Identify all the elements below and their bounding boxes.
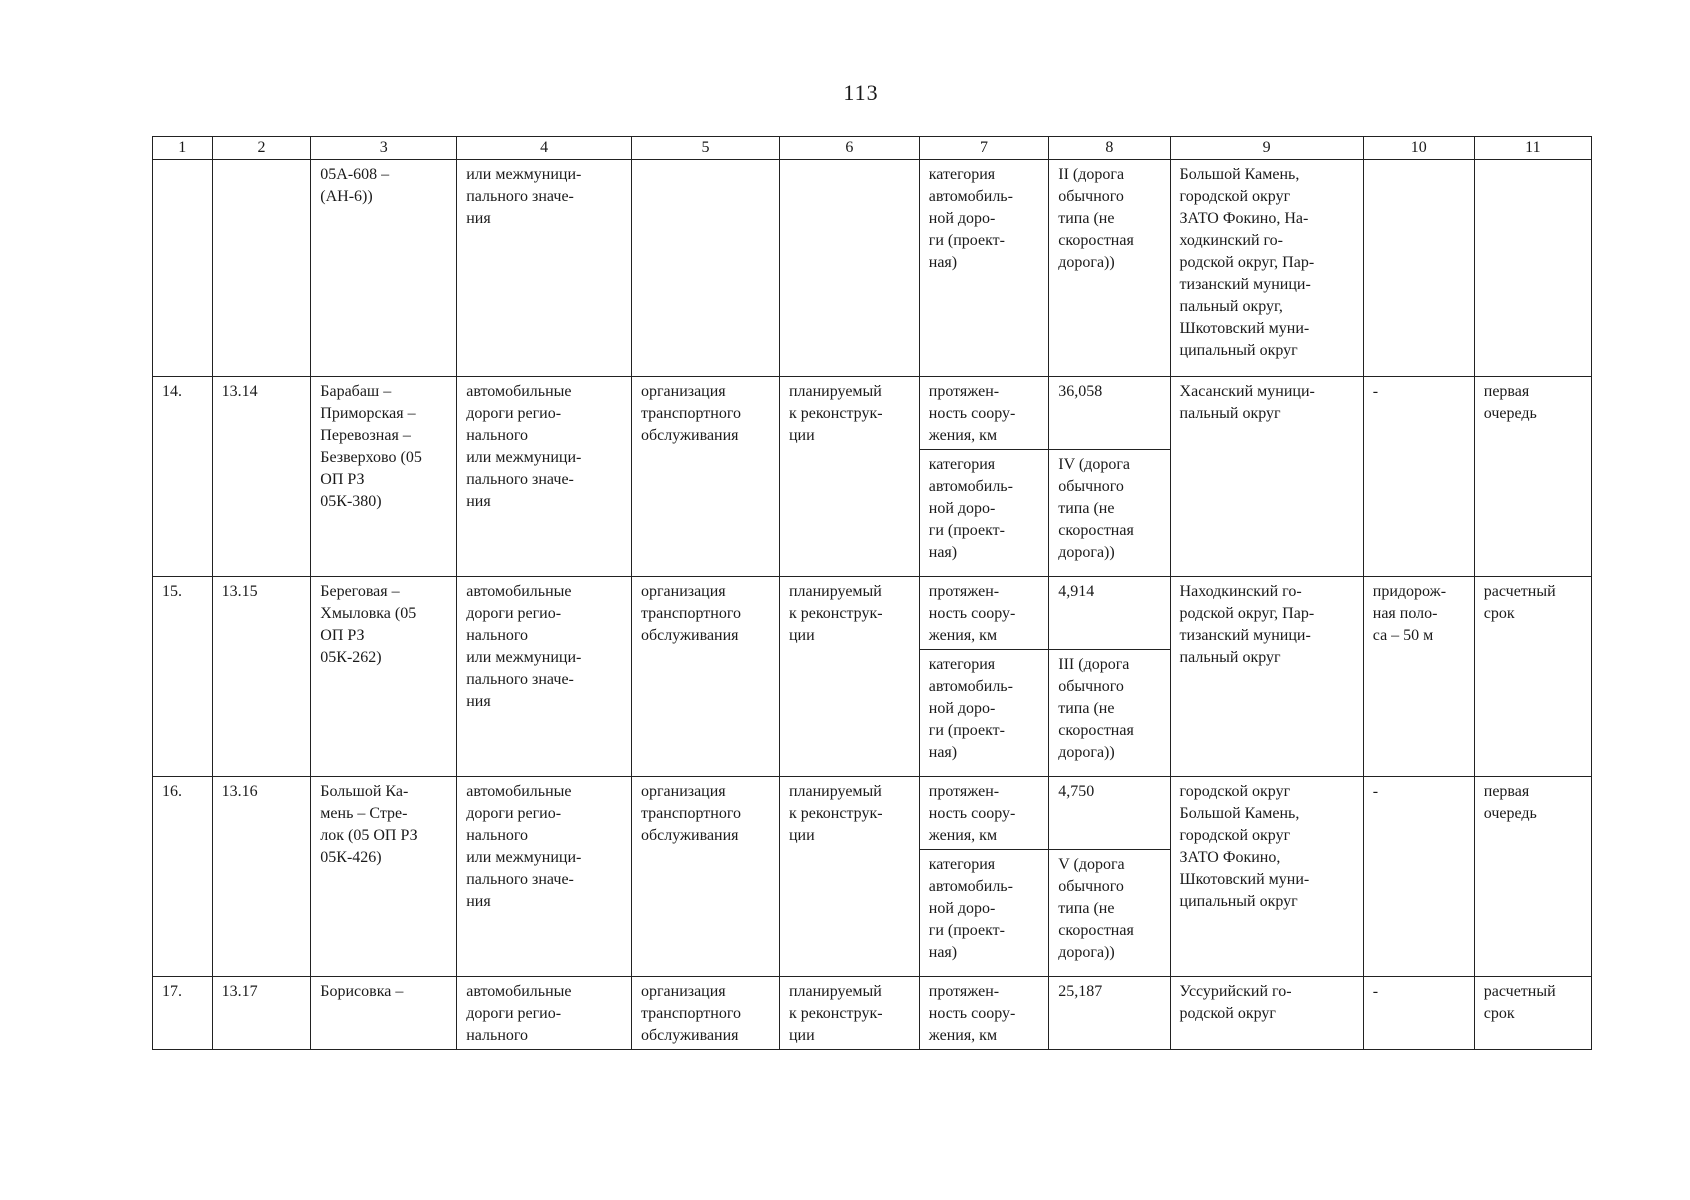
road-name-cell: 05А-608 – (АН-6)): [311, 160, 457, 377]
table-row: [153, 977, 1592, 1050]
table-cell: [212, 160, 311, 377]
parameter-name-cell: протяжен- ность соору- жения, км: [919, 377, 1049, 450]
purpose-cell: организация транспортного обслуживания: [631, 577, 779, 777]
column-header: 8: [1049, 137, 1170, 160]
road-table: [152, 136, 1592, 1050]
status-cell: планируемый к реконструк- ции: [779, 377, 919, 577]
parameter-value-cell: II (дорога обычного типа (не скоростная дорога)): [1049, 160, 1170, 377]
road-name-cell: Барабаш – Приморская – Перевозная – Безверхово (05 ОП РЗ 05К-380): [311, 377, 457, 577]
location-cell: Большой Камень, городской округ ЗАТО Фокино, На- ходкинский го- родской округ, Пар- тизанский муници- пальный округ, Шкотовский муни- ципальный округ: [1170, 160, 1363, 377]
table-row: [153, 577, 1592, 650]
column-header: 1: [153, 137, 213, 160]
significance-cell: автомобильные дороги регио- нального или межмуници- пального значе- ния: [457, 577, 632, 777]
table-row: [153, 377, 1592, 450]
column-header: 9: [1170, 137, 1363, 160]
status-cell: планируемый к реконструк- ции: [779, 577, 919, 777]
object-code-cell: 13.16: [212, 777, 311, 977]
column-header: 6: [779, 137, 919, 160]
location-cell: Находкинский го- родской округ, Пар- тизанский муници- пальный округ: [1170, 577, 1363, 777]
row-number-cell: 15.: [153, 577, 213, 777]
term-cell: расчетный срок: [1474, 977, 1591, 1050]
object-code-cell: 13.14: [212, 377, 311, 577]
parameter-name-cell: протяжен- ность соору- жения, км: [919, 577, 1049, 650]
status-cell: планируемый к реконструк- ции: [779, 777, 919, 977]
parameter-value-cell: III (дорога обычного типа (не скоростная дорога)): [1049, 650, 1170, 777]
significance-cell: автомобильные дороги регио- нального или межмуници- пального значе- ния: [457, 377, 632, 577]
zone-cell: придорож- ная поло- са – 50 м: [1363, 577, 1474, 777]
column-header: 4: [457, 137, 632, 160]
row-number-cell: 14.: [153, 377, 213, 577]
significance-cell: или межмуници- пального значе- ния: [457, 160, 632, 377]
zone-cell: -: [1363, 377, 1474, 577]
significance-cell: автомобильные дороги регио- нального или межмуници- пального значе- ния: [457, 777, 632, 977]
road-name-cell: Борисовка –: [311, 977, 457, 1050]
table-cell: [153, 160, 213, 377]
significance-cell: автомобильные дороги регио- нального: [457, 977, 632, 1050]
location-cell: Хасанский муници- пальный округ: [1170, 377, 1363, 577]
location-cell: городской округ Большой Камень, городской округ ЗАТО Фокино, Шкотовский муни- ципальный округ: [1170, 777, 1363, 977]
parameter-value-cell: IV (дорога обычного типа (не скоростная дорога)): [1049, 450, 1170, 577]
table-cell: [631, 160, 779, 377]
road-name-cell: Береговая – Хмыловка (05 ОП РЗ 05К-262): [311, 577, 457, 777]
zone-cell: -: [1363, 777, 1474, 977]
page-number: 113: [843, 80, 879, 105]
table-cell: [1363, 160, 1474, 377]
parameter-value-cell: 25,187: [1049, 977, 1170, 1050]
column-header: 3: [311, 137, 457, 160]
road-name-cell: Большой Ка- мень – Стре- лок (05 ОП РЗ 05К-426): [311, 777, 457, 977]
parameter-name-cell: категория автомобиль- ной доро- ги (проект- ная): [919, 450, 1049, 577]
column-header: 2: [212, 137, 311, 160]
column-header: 7: [919, 137, 1049, 160]
term-cell: первая очередь: [1474, 377, 1591, 577]
status-cell: планируемый к реконструк- ции: [779, 977, 919, 1050]
purpose-cell: организация транспортного обслуживания: [631, 977, 779, 1050]
parameter-value-cell: 4,914: [1049, 577, 1170, 650]
continuation-row: [153, 160, 1592, 377]
purpose-cell: организация транспортного обслуживания: [631, 377, 779, 577]
zone-cell: -: [1363, 977, 1474, 1050]
parameter-value-cell: 4,750: [1049, 777, 1170, 850]
row-number-cell: 16.: [153, 777, 213, 977]
column-number-row: [153, 137, 1592, 160]
term-cell: расчетный срок: [1474, 577, 1591, 777]
parameter-value-cell: V (дорога обычного типа (не скоростная дорога)): [1049, 850, 1170, 977]
column-header: 5: [631, 137, 779, 160]
column-header: 11: [1474, 137, 1591, 160]
purpose-cell: организация транспортного обслуживания: [631, 777, 779, 977]
parameter-value-cell: 36,058: [1049, 377, 1170, 450]
object-code-cell: 13.17: [212, 977, 311, 1050]
table-cell: [1474, 160, 1591, 377]
term-cell: первая очередь: [1474, 777, 1591, 977]
parameter-name-cell: категория автомобиль- ной доро- ги (проект- ная): [919, 160, 1049, 377]
location-cell: Уссурийский го- родской округ: [1170, 977, 1363, 1050]
row-number-cell: 17.: [153, 977, 213, 1050]
parameter-name-cell: протяжен- ность соору- жения, км: [919, 977, 1049, 1050]
table-cell: [779, 160, 919, 377]
column-header: 10: [1363, 137, 1474, 160]
parameter-name-cell: категория автомобиль- ной доро- ги (проект- ная): [919, 650, 1049, 777]
parameter-name-cell: категория автомобиль- ной доро- ги (проект- ная): [919, 850, 1049, 977]
object-code-cell: 13.15: [212, 577, 311, 777]
table-row: [153, 777, 1592, 850]
parameter-name-cell: протяжен- ность соору- жения, км: [919, 777, 1049, 850]
